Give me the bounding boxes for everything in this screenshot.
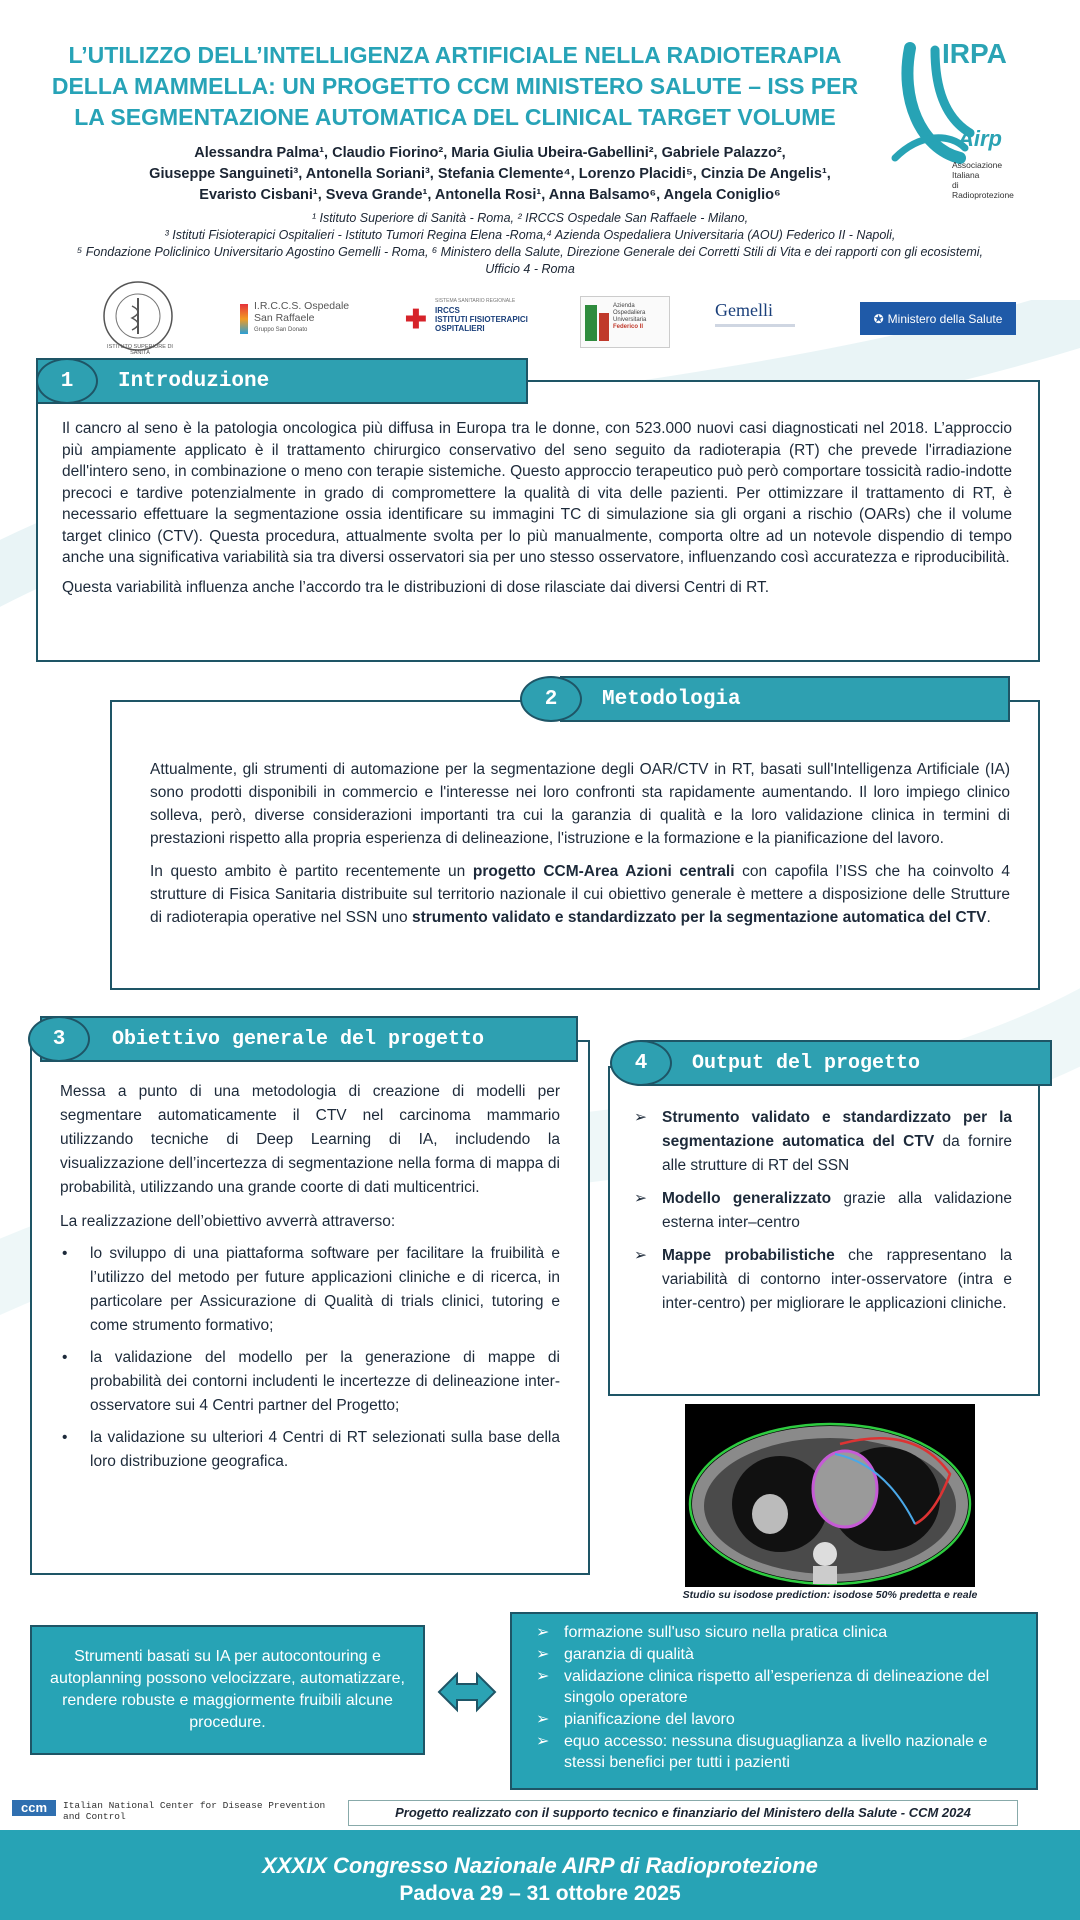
ct-caption: Studio su isodose prediction: isodose 50% predetta e reale xyxy=(682,1589,978,1601)
text-run: che rappresentano la variabilità di contorno inter-osservatore (intra e inter-centro) per migliorare le applicazioni cliniche. xyxy=(662,1247,1013,1312)
text-run: da fornire alle strutture di RT del SSN xyxy=(662,1133,1012,1174)
footer-dates: Padova 29 – 31 ottobre 2025 xyxy=(399,1882,681,1905)
title-line: DELLA MAMMELLA: UN PROGETTO CCM MINISTERO SALUTE – ISS PER xyxy=(51,73,859,99)
authors-line: Alessandra Palma¹, Claudio Fiorino², Maria Giulia Ubeira-Gabellini², Gabriele Palazzo², xyxy=(194,145,786,161)
list-item xyxy=(632,1106,1012,1178)
section-title: Introduzione xyxy=(118,369,270,393)
ifo-small: SISTEMA SANITARIO REGIONALE xyxy=(435,298,516,304)
obiettivo-paragraph: Messa a punto di una metodologia di creazione di modelli per segmentare automaticamente il CTV nel carcinoma mammario utilizzando tecniche di Deep Learning di IA, includendo la visualizzazione dell’incertezza di segmentazione nella forma di mappa di probabilità, utilizzando una grande coorte di dati multicentrici. xyxy=(60,1083,560,1196)
authors-line: Evaristo Cisbani¹, Sveva Grande¹, Antonella Rosi¹, Anna Balsamo⁶, Angela Coniglio⁶ xyxy=(199,187,781,203)
benefits-box xyxy=(510,1612,1038,1790)
iss-seal-icon xyxy=(100,278,180,353)
metodologia-paragraph xyxy=(150,860,1010,929)
summary-text: Strumenti basati su IA per autocontouring e autoplanning possono velocizzare, automatizzare, rendere robuste e maggiormente fruibili alcune procedure. xyxy=(50,1648,405,1731)
section-number: 2 xyxy=(520,676,582,722)
text-run: In questo ambito è partito recentemente un xyxy=(150,863,473,880)
list-item: ➢ formazione sull'uso sicuro nella pratica clinica xyxy=(534,1622,1020,1643)
authors-line: Giuseppe Sanguineti³, Antonella Soriani³, Stefania Clemente⁴, Lorenzo Placidi⁵, Cinzia De Angelis¹, xyxy=(149,166,831,182)
ccm-name-line: Italian National Center for Disease Prevention xyxy=(63,1800,326,1811)
intro-paragraph: Il cancro al seno è la patologia oncologica più diffusa in Europa tra le donne, con 523.000 nuovi casi diagnosticati nel 2018. L’approccio più ampiamente applicato è il trattamento chirurgico conservativo del seno seguito da radioterapia (RT) che prevede l'irradiazione dell'intero seno, in combinazione o meno con terapie sistemiche. Questo approccio terapeutico può però comportare tossicità radio-indotte precoci e tardive potenzialmente in grado di compromettere la qualità di vita delle pazienti. Per ottimizzare il trattamento di RT, è necessario effettuare la segmentazione ossia identificare su immagini TC di simulazione sia gli organi a rischio (OARs) che il volume target clinico (CTV). Questa procedura, attualmente svolta per lo più manualmente, comporta oltre ad un notevole dispendio di tempo anche una significativa variabilità sia tra diversi osservatori sia per uno stesso osservatore, influenzando così accuratezza e riproducibilità. xyxy=(62,420,1012,566)
ifo-name: ISTITUTI FISIOTERAPICI xyxy=(435,315,528,324)
authors xyxy=(110,143,870,206)
list-item: ➢ garanzia di qualità xyxy=(534,1644,1020,1665)
section-number: 4 xyxy=(610,1040,672,1086)
gemelli-subline xyxy=(715,324,795,327)
airp-caption: di Radioprotezione xyxy=(952,180,1014,200)
federico-name: Universitaria xyxy=(613,317,647,323)
text-run-bold: Modello generalizzato xyxy=(662,1190,832,1207)
section-header xyxy=(560,676,1010,722)
airp-caption: Associazione Italiana xyxy=(952,160,1003,180)
obiettivo-body xyxy=(60,1080,560,1482)
output-body xyxy=(632,1106,1012,1325)
double-arrow-icon xyxy=(437,1668,497,1716)
output-list xyxy=(632,1106,1012,1316)
ifo-name: IRCCS xyxy=(435,306,460,315)
affiliation-line: ⁵ Fondazione Policlinico Universitario Agostino Gemelli - Roma, ⁶ Ministero della Salute, Direzione Generale dei Corretti Stili di Vita e dei rapporti con gli ecosistemi, Ufficio 4 - Roma xyxy=(77,245,983,276)
airp-mark: Airp xyxy=(958,126,1002,151)
ccm-name xyxy=(63,1800,325,1822)
text-run-bold: Strumento validato e standardizzato per la segmentazione automatica del CTV xyxy=(662,1109,1012,1150)
summary-box xyxy=(30,1625,425,1755)
section-title: Output del progetto xyxy=(692,1051,921,1075)
intro-body xyxy=(62,418,1012,606)
gemelli-name: Gemelli xyxy=(715,300,773,320)
list-item: ➢ pianificazione del lavoro xyxy=(534,1709,1020,1730)
metodologia-paragraph: Attualmente, gli strumenti di automazione per la segmentazione degli OAR/CTV in RT, basati sull'Intelligenza Artificiale (IA) sono prodotti disponibili in commercio e l'interesse nei loro confronti sta rapidamente aumentando. Il loro impiego clinico solleva, però, diverse considerazioni importanti tra cui la garanzia di qualità e la loro validazione clinica in termini di prestazioni rispetto alla propria esperienza di delineazione, l'istruzione e la formazione e la pianificazione del lavoro. xyxy=(150,761,1010,847)
text-run: . xyxy=(986,909,991,926)
title-line: LA SEGMENTAZIONE AUTOMATICA DEL CLINICAL TARGET VOLUME xyxy=(74,104,836,130)
section-title: Obiettivo generale del progetto xyxy=(112,1027,485,1051)
ct-scan-illustration xyxy=(685,1404,975,1587)
ministero-logo xyxy=(860,302,1016,335)
iss-logo xyxy=(100,278,180,356)
obiettivo-list xyxy=(60,1242,560,1474)
title-line: L’UTILIZZO DELL’INTELLIGENZA ARTIFICIALE NELLA RADIOTERAPIA xyxy=(68,42,842,68)
section-number: 1 xyxy=(36,358,98,404)
text-run: grazie alla validazione esterna inter–centro xyxy=(662,1190,1012,1231)
metodologia-body xyxy=(150,758,1010,937)
airp-logo xyxy=(880,38,1020,200)
federico-name: Azienda xyxy=(613,303,635,309)
ministero-emblem-icon: ✪ xyxy=(873,311,884,326)
intro-paragraph: Questa variabilità influenza anche l’accordo tra le distribuzioni di dose rilasciate dai diversi Centri di RT. xyxy=(62,578,770,596)
federico-logo xyxy=(580,296,670,348)
list-item xyxy=(632,1244,1012,1316)
gemelli-logo xyxy=(715,300,825,336)
list-item: ➢ validazione clinica rispetto all’esperienza di delineazione del singolo operatore xyxy=(534,1666,1020,1708)
list-item: ➢ equo accesso: nessuna disuguaglianza a livello nazionale e stessi benefici per tutti i pazienti xyxy=(534,1731,1020,1773)
airp-acronym: IRPA xyxy=(942,38,1007,69)
ct-scan-image xyxy=(685,1404,975,1587)
federico-name: Ospedaliera xyxy=(613,310,646,316)
ifo-name: OSPITALIERI xyxy=(435,324,485,333)
list-item xyxy=(632,1187,1012,1235)
benefits-list xyxy=(534,1622,1020,1773)
text-run: con capofila l’ISS che ha coinvolto 4 strutture di Fisica Sanitaria distribuite sul territorio nazionale il cui obiettivo generale è mettere a disposizione delle Strutture di radioterapia operative nel SSN uno xyxy=(150,863,1011,926)
federico-building-icon xyxy=(585,305,597,341)
sanraffaele-logo xyxy=(240,300,360,340)
obiettivo-paragraph: La realizzazione dell’obiettivo avverrà attraverso: xyxy=(60,1213,396,1230)
section-header xyxy=(36,358,528,404)
text-run-bold: strumento validato e standardizzato per la segmentazione automatica del CTV xyxy=(411,909,987,926)
sanraffaele-name: San Raffaele xyxy=(254,312,315,324)
text-run-bold: Mappe probabilistiche xyxy=(662,1247,835,1264)
ifo-logo xyxy=(405,298,535,340)
list-item: • la validazione del modello per la generazione di mappe di probabilità dei contorni includenti le incertezze di delineazione inter-osservatore sui 4 Centri partner del Progetto; xyxy=(60,1346,560,1418)
support-note: Progetto realizzato con il supporto tecnico e finanziario del Ministero della Salute - CCM 2024 xyxy=(348,1800,1018,1826)
sanraffaele-mark-icon xyxy=(240,304,248,334)
text-run-bold: progetto CCM-Area Azioni centrali xyxy=(472,863,735,880)
federico-building-icon xyxy=(599,313,609,341)
iss-name: ISTITUTO SUPERIORE DI SANITÀ xyxy=(107,344,173,356)
poster-title xyxy=(30,40,880,133)
affiliation-line: ³ Istituti Fisioterapici Ospitalieri - Istituto Tumori Regina Elena -Roma,⁴ Azienda Ospedaliera Universitaria (AOU) Federico II - Napoli, xyxy=(164,228,896,242)
section-header xyxy=(40,1016,578,1062)
sanraffaele-group: Gruppo San Donato xyxy=(254,327,308,333)
footer-band xyxy=(0,1830,1080,1920)
ccm-logo: ccm xyxy=(12,1800,56,1816)
ministero-name: Ministero della Salute xyxy=(887,311,1003,326)
section-header xyxy=(640,1040,1052,1086)
section-number: 3 xyxy=(28,1016,90,1062)
ccm-name-line: and Control xyxy=(63,1811,126,1822)
footer-congress: XXXIX Congresso Nazionale AIRP di Radioprotezione xyxy=(262,1853,818,1878)
affiliation-line: ¹ Istituto Superiore di Sanità - Roma, ² IRCCS Ospedale San Raffaele - Milano, xyxy=(311,211,749,225)
list-item: • la validazione su ulteriori 4 Centri di RT selezionati sulla base della loro distribuzione geografica. xyxy=(60,1426,560,1474)
affiliations xyxy=(30,210,1030,278)
sanraffaele-name: I.R.C.C.S. Ospedale xyxy=(254,300,350,312)
federico-name: Federico II xyxy=(613,324,644,330)
list-item: • lo sviluppo di una piattaforma software per facilitare la fruibilità e l’utilizzo del metodo per future applicazioni cliniche e di ricerca, in particolare per Assicurazione di Qualità di trials clinici, tutoring e come strumento formativo; xyxy=(60,1242,560,1338)
red-cross-icon: ✚ xyxy=(405,304,427,334)
section-title: Metodologia xyxy=(602,687,741,711)
